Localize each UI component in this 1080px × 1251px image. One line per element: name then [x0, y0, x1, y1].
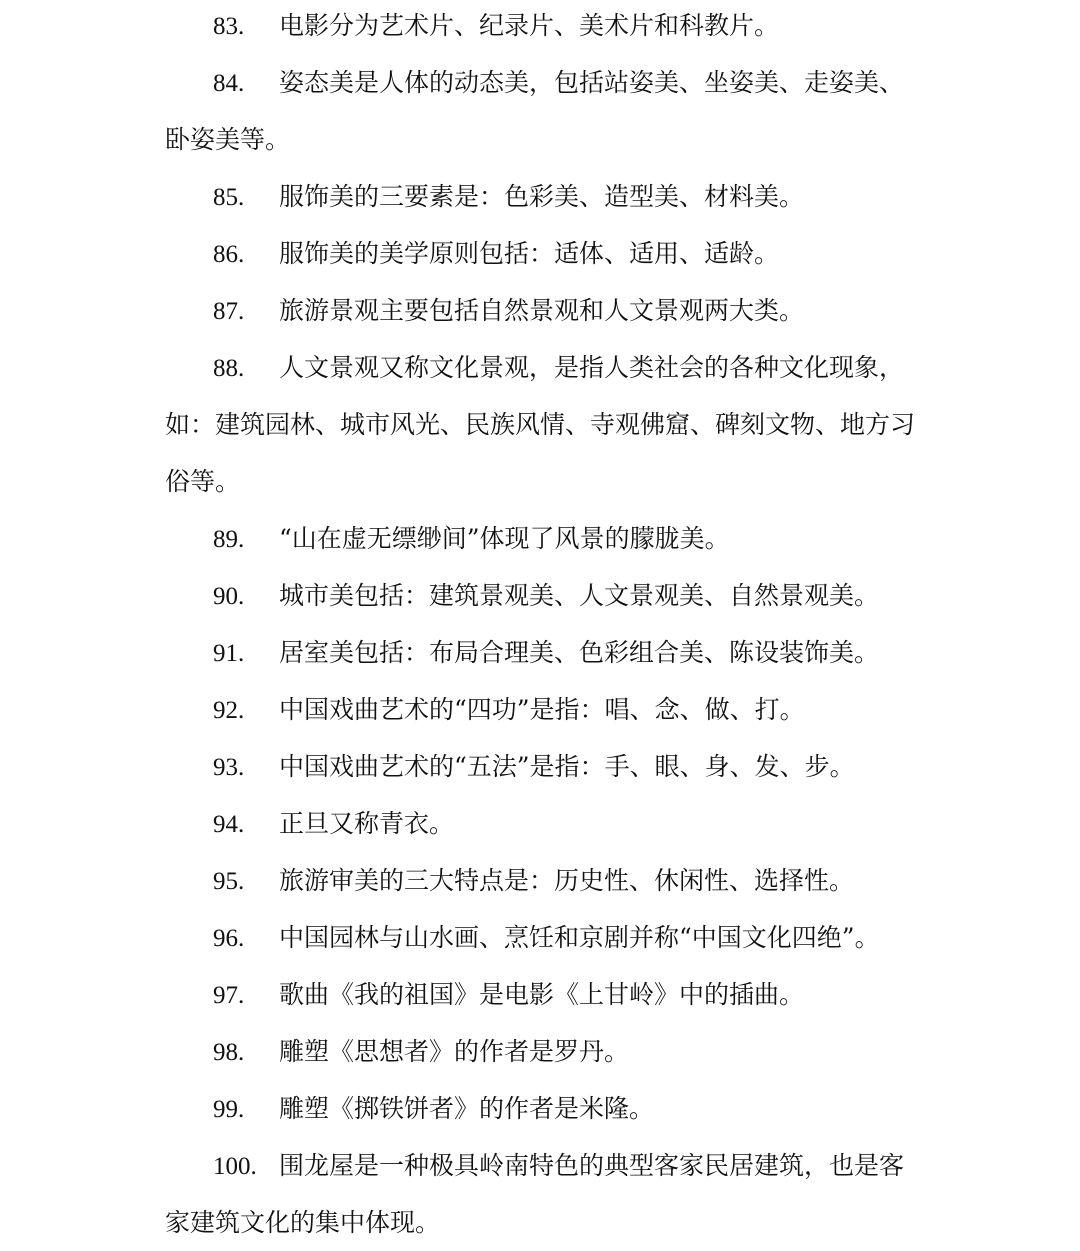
- item-number: 91.: [213, 640, 245, 667]
- item-number: 83.: [213, 13, 245, 40]
- item-text: 服饰美的三要素是：色彩美、造型美、材料美。: [279, 182, 805, 211]
- item-first-line: [165, 168, 925, 225]
- item-number: 85.: [213, 184, 245, 211]
- item-number: 96.: [213, 925, 245, 952]
- list-item: [165, 681, 925, 738]
- item-text: 如：建筑园林、城市风光、民族风情、寺观佛窟、碑刻文物、地方习: [165, 410, 916, 439]
- item-text: 围龙屋是一种极具岭南特色的典型客家民居建筑，也是客: [279, 1151, 905, 1180]
- list-item: [165, 1080, 925, 1137]
- list-item: [165, 168, 925, 225]
- list-item: [165, 738, 925, 795]
- item-text: 卧姿美等。: [165, 125, 291, 154]
- item-first-line: [165, 282, 925, 339]
- list-item: [165, 339, 925, 510]
- list-item: [165, 510, 925, 567]
- item-first-line: [165, 795, 925, 852]
- item-first-line: [165, 909, 925, 966]
- item-text: 姿态美是人体的动态美，包括站姿美、坐姿美、走姿美、: [279, 68, 905, 97]
- item-first-line: [165, 1080, 925, 1137]
- item-text: 人文景观又称文化景观，是指人类社会的各种文化现象，: [279, 353, 905, 382]
- item-text: 旅游景观主要包括自然景观和人文景观两大类。: [279, 296, 805, 325]
- list-item: [165, 966, 925, 1023]
- item-number: 94.: [213, 811, 245, 838]
- item-continuation-line: [165, 111, 925, 168]
- item-continuation-line: [165, 396, 925, 453]
- item-text: 雕塑《思想者》的作者是罗丹。: [279, 1037, 630, 1066]
- item-text: 居室美包括：布局合理美、色彩组合美、陈设装饰美。: [279, 638, 880, 667]
- item-first-line: [165, 339, 925, 396]
- list-item: [165, 909, 925, 966]
- item-first-line: [165, 510, 925, 567]
- item-number: 90.: [213, 583, 245, 610]
- list-item: [165, 225, 925, 282]
- item-first-line: [165, 567, 925, 624]
- item-number: 99.: [213, 1096, 245, 1123]
- item-text: 中国戏曲艺术的“五法”是指：手、眼、身、发、步。: [279, 752, 855, 781]
- item-text: 城市美包括：建筑景观美、人文景观美、自然景观美。: [279, 581, 880, 610]
- item-first-line: [165, 0, 925, 54]
- item-number: 92.: [213, 697, 245, 724]
- list-item: [165, 1023, 925, 1080]
- list-item: [165, 795, 925, 852]
- list-item: [165, 624, 925, 681]
- item-number: 87.: [213, 298, 245, 325]
- item-text: 中国戏曲艺术的“四功”是指：唱、念、做、打。: [279, 695, 805, 724]
- list-item: [165, 282, 925, 339]
- item-number: 89.: [213, 526, 245, 553]
- list-item: [165, 852, 925, 909]
- item-first-line: [165, 966, 925, 1023]
- item-first-line: [165, 624, 925, 681]
- item-number: 86.: [213, 241, 245, 268]
- item-first-line: [165, 1023, 925, 1080]
- item-text: 旅游审美的三大特点是：历史性、休闲性、选择性。: [279, 866, 855, 895]
- item-first-line: [165, 852, 925, 909]
- item-text: 雕塑《掷铁饼者》的作者是米隆。: [279, 1094, 655, 1123]
- item-text: 中国园林与山水画、烹饪和京剧并称“中国文化四绝”。: [279, 923, 880, 952]
- item-text: “山在虚无缥缈间”体现了风景的朦胧美。: [279, 524, 730, 553]
- list-item: [165, 567, 925, 624]
- item-number: 93.: [213, 754, 245, 781]
- item-number: 95.: [213, 868, 245, 895]
- item-first-line: [165, 738, 925, 795]
- item-first-line: [165, 225, 925, 282]
- list-item: [165, 1137, 925, 1251]
- item-first-line: [165, 1137, 925, 1194]
- item-number: 84.: [213, 70, 245, 97]
- item-number: 98.: [213, 1039, 245, 1066]
- item-continuation-line: [165, 453, 925, 510]
- item-text: 电影分为艺术片、纪录片、美术片和科教片。: [279, 11, 780, 40]
- list-item: [165, 0, 925, 54]
- item-continuation-line: [165, 1194, 925, 1251]
- item-number: 88.: [213, 355, 245, 382]
- item-text: 家建筑文化的集中体现。: [165, 1208, 441, 1237]
- item-first-line: [165, 681, 925, 738]
- item-number: 97.: [213, 982, 245, 1009]
- item-number: 100.: [213, 1153, 257, 1180]
- item-first-line: [165, 54, 925, 111]
- list-item: [165, 54, 925, 168]
- item-text: 俗等。: [165, 467, 241, 496]
- item-text: 歌曲《我的祖国》是电影《上甘岭》中的插曲。: [279, 980, 805, 1009]
- item-text: 正旦又称青衣。: [279, 809, 455, 838]
- item-text: 服饰美的美学原则包括：适体、适用、适龄。: [279, 239, 780, 268]
